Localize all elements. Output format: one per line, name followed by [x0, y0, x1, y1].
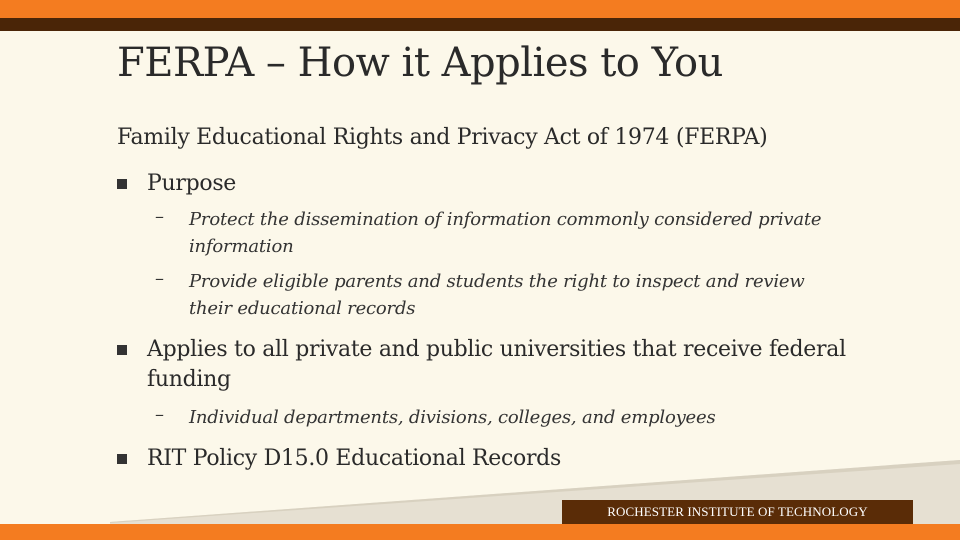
- square-bullet-icon: [117, 454, 127, 464]
- dash-icon: –: [155, 404, 164, 425]
- dash-icon: –: [155, 206, 164, 227]
- bullet-text: RIT Policy D15.0 Educational Records: [147, 446, 561, 471]
- slide-title: FERPA – How it Applies to You: [117, 40, 723, 86]
- dash-icon: –: [155, 268, 164, 289]
- square-bullet-icon: [117, 345, 127, 355]
- footer-institution-tag: ROCHESTER INSTITUTE OF TECHNOLOGY: [562, 500, 913, 524]
- bottom-accent-bar: [0, 524, 960, 540]
- bullet-text: Applies to all private and public universities that receive federal funding: [147, 337, 846, 392]
- bullet-text: Purpose: [147, 171, 237, 196]
- top-accent-bar: [0, 0, 960, 18]
- sub-bullet-text: Provide eligible parents and students the right to inspect and review their educational records: [189, 271, 805, 319]
- square-bullet-icon: [117, 179, 127, 189]
- slide-subtitle: Family Educational Rights and Privacy Act of 1974 (FERPA): [117, 125, 768, 150]
- sub-bullet-text: Individual departments, divisions, colleges, and employees: [189, 407, 716, 428]
- sub-bullet-text: Protect the dissemination of information commonly considered private information: [189, 209, 822, 257]
- top-brand-bar: [0, 18, 960, 31]
